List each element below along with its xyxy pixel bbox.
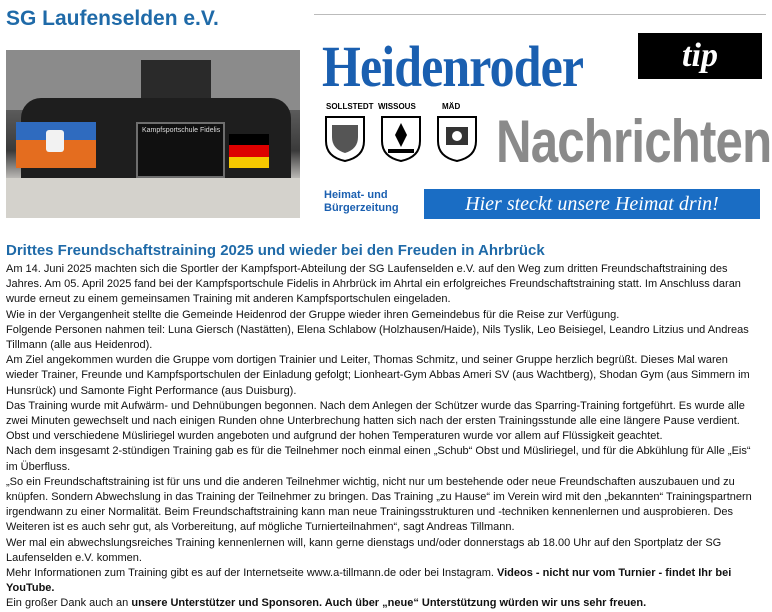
info-bold-text: Videos - nicht nur vom Turnier - findet Ihr bei YouTube. <box>6 567 732 595</box>
thanks-text: Ein großer Dank auch an <box>6 597 132 610</box>
masthead-tagline-2: Bürgerzeitung <box>324 202 399 214</box>
photo-floor <box>6 178 300 218</box>
german-flag <box>229 134 269 168</box>
masthead-title: Heidenroder <box>322 34 584 99</box>
crest-label-wissous: WISSOUS <box>378 102 416 111</box>
article-paragraph: „So ein Freundschaftstraining ist für uns und die anderen Teilnehmer wichtig, nicht nur um bestehende oder neue Freundschaften auszubauen und zu knüpfen. Sondern Abwechslung in das Training der Teilnehmer zu bringen. Das Training „zu Hause“ im Verein wird mit den „bekannten“ Trainingspartnern irgendwann zu einer Normalität. Beim Freundschaftstraining kann man neue Trainingsstrukturen und -techniken kennenlernen und ausprobieren. Des Weiteren ist es auch sehr gut, als Vorbereitung, auf mögliche Turnierteilnahmen“, sagt Andreas Tillmann. <box>6 475 752 534</box>
slogan-text: Hier steckt unsere Heimat drin! <box>465 192 719 215</box>
article-paragraph: Folgende Personen nahmen teil: Luna Giersch (Nastätten), Elena Schlabow (Holzhausen/Haide), Nils Tyslik, Leo Beisiegel, Leandro Litzius und Andreas Tillmann (alle aus Heidenrod). <box>6 323 749 352</box>
article-paragraph: Am Ziel angekommen wurden die Gruppe vom dortigen Trainier und Leiter, Thomas Schmitz, und seiner Gruppe herzlich begrüßt. Dieses Mal waren wieder Trainer, Freunde und Kampfsportschulen der Einladung gefolgt; Lionheart-Gym Abbas Ameri SV (aus Wachtberg), Shodan Gym (aus Simmern im Hunsrück) und Samonte Fight Performance (aus Duisburg). <box>6 354 750 397</box>
club-title: SG Laufenselden e.V. <box>6 7 219 30</box>
tip-logo <box>638 33 762 79</box>
fidelis-banner <box>136 122 225 178</box>
team-photo <box>6 50 300 218</box>
slogan-bar <box>424 189 760 219</box>
thanks-paragraph <box>6 596 762 611</box>
article-headline: Drittes Freundschaftstraining 2025 und wieder bei den Freuden in Ahrbrück <box>6 242 545 259</box>
crest-label-mad: MÄD <box>442 102 461 111</box>
masthead-tagline-1: Heimat- und <box>324 189 388 201</box>
article-body <box>6 262 762 612</box>
article-paragraph: Wer mal ein abwechslungsreiches Training kennenlernen will, kann gerne dienstags und/oder donnerstags ab 18.00 Uhr auf den Sportplatz der SG Laufenselden e.V. kommen. <box>6 536 722 564</box>
masthead-subtitle: Nachrichten <box>496 108 772 175</box>
article-paragraph: Das Training wurde mit Aufwärm- und Dehnübungen begonnen. Nach dem Anlegen der Schützer wurde das Sparring-Training fortgeführt. Es wurde alle zwei Minuten gewechselt und nach einigen Runden ohne Unterbrechung hatten sich nach der ersten Trainingsstunde alle eine längere Pause verdient. Obst und verschiedene Müsliriegel wurden angeboten und aufgrund der hohen Temperaturen wurde vor allem auf Flüssigkeit geachtet. <box>6 399 745 443</box>
fidelis-banner-text: Kampfsportschule Fidelis <box>142 127 221 134</box>
mad-crest-icon <box>436 115 478 163</box>
crest-label-sollstedt: SOLLSTEDT <box>326 102 374 111</box>
club-flag-emblem <box>46 130 64 152</box>
sollstedt-crest-icon <box>324 115 366 163</box>
wissous-crest-icon <box>380 115 422 163</box>
thanks-bold-text: unsere Unterstützer und Sponsoren. Auch über „neue“ Unterstützung würden wir uns sehr freuen. <box>131 597 647 610</box>
info-paragraph <box>6 566 762 596</box>
newspaper-masthead <box>314 14 772 225</box>
article-paragraph: Nach dem insgesamt 2-stündigen Training gab es für die Teilnehmer noch einmal einen „Schub“ Obst und Müsliriegel, und für die Abkühlung für Alle „Eis“ im Überfluss. <box>6 445 751 473</box>
info-text: Mehr Informationen zum Training gibt es auf der Internetseite www.a-tillmann.de oder bei Instagram. <box>6 567 497 580</box>
article-paragraph: Wie in der Vergangenheit stellte die Gemeinde Heidenrod der Gruppe wieder ihren Gemeindebus für die Reise zur Verfügung. <box>6 308 620 321</box>
article-paragraph: Am 14. Juni 2025 machten sich die Sportler der Kampfsport-Abteilung der SG Laufenselden e.V. auf den Weg zum dritten Freundschaftstraining des Jahres. Am 05. April 2025 fand bei der Kampfsportschule Fidelis in Ahrbrück im Ahrtal ein erfolgreiches Freundschaftstraining statt. Im Anschluss daran wurde erneut zu einem gemeinsamen Training mit anderen Kampfsportschulen eingeladen. <box>6 263 741 306</box>
tip-logo-text: tip <box>682 37 718 74</box>
